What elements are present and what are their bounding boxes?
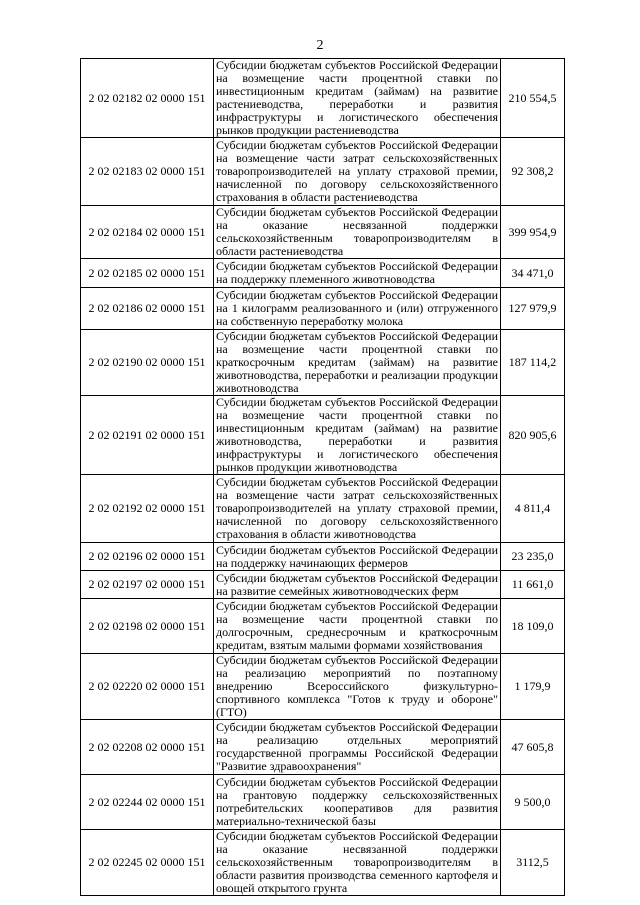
budget-code: 2 02 02198 02 0000 151	[81, 599, 214, 654]
table-row	[81, 775, 565, 830]
amount: 11 661,0	[501, 571, 565, 599]
table-row	[81, 138, 565, 206]
description: Субсидии бюджетам субъектов Российской Федерации на поддержку начинающих фермеров	[214, 543, 501, 571]
description: Субсидии бюджетам субъектов Российской Федерации на 1 килограмм реализованного и (или) отгруженного на собственную переработку молока	[214, 288, 501, 330]
description: Субсидии бюджетам субъектов Российской Федерации на реализацию мероприятий по поэтапному внедрению Всероссийского физкультурно-спортивного комплекса "Готов к труду и обороне" (ГТО)	[214, 654, 501, 720]
description: Субсидии бюджетам субъектов Российской Федерации на поддержку племенного животноводства	[214, 259, 501, 288]
budget-code: 2 02 02196 02 0000 151	[81, 543, 214, 571]
description: Субсидии бюджетам субъектов Российской Федерации на возмещение части процентной ставки по краткосрочным кредитам (займам) на развитие животноводства, переработки и реализации продукции животноводства	[214, 330, 501, 396]
amount: 1 179,9	[501, 654, 565, 720]
description: Субсидии бюджетам субъектов Российской Федерации на возмещение части затрат сельскохозяйственных товаропроизводителей на уплату страховой премии, начисленной по договору сельскохозяйственного страхования в области растениеводства	[214, 138, 501, 206]
amount: 18 109,0	[501, 599, 565, 654]
description: Субсидии бюджетам субъектов Российской Федерации на развитие семейных животноводческих ферм	[214, 571, 501, 599]
budget-code: 2 02 02244 02 0000 151	[81, 775, 214, 830]
budget-code: 2 02 02186 02 0000 151	[81, 288, 214, 330]
table-row	[81, 720, 565, 775]
description: Субсидии бюджетам субъектов Российской Федерации на грантовую поддержку сельскохозяйственных потребительских кооперативов для развития материально-технической базы	[214, 775, 501, 830]
amount: 4 811,4	[501, 475, 565, 543]
budget-code: 2 02 02245 02 0000 151	[81, 830, 214, 896]
table-row	[81, 571, 565, 599]
table-row	[81, 330, 565, 396]
table-row	[81, 475, 565, 543]
table-row	[81, 599, 565, 654]
amount: 210 554,5	[501, 59, 565, 138]
table-row	[81, 543, 565, 571]
table-row	[81, 206, 565, 259]
amount: 820 905,6	[501, 396, 565, 475]
amount: 3112,5	[501, 830, 565, 896]
budget-code: 2 02 02183 02 0000 151	[81, 138, 214, 206]
page-number: 2	[316, 38, 324, 53]
amount: 399 954,9	[501, 206, 565, 259]
description: Субсидии бюджетам субъектов Российской Федерации на возмещение части процентной ставки по инвестиционным кредитам (займам) на развитие растениеводства, переработки и развития инфраструктуры и логистического обеспечения рынков продукции растениеводства	[214, 59, 501, 138]
amount: 127 979,9	[501, 288, 565, 330]
description: Субсидии бюджетам субъектов Российской Федерации на оказание несвязанной поддержки сельскохозяйственным товаропроизводителям в области развития производства семенного картофеля и овощей открытого грунта	[214, 830, 501, 896]
budget-code: 2 02 02184 02 0000 151	[81, 206, 214, 259]
description: Субсидии бюджетам субъектов Российской Федерации на возмещение части процентной ставки по долгосрочным, среднесрочным и краткосрочным кредитам, взятым малыми формами хозяйствования	[214, 599, 501, 654]
amount: 187 114,2	[501, 330, 565, 396]
budget-code: 2 02 02208 02 0000 151	[81, 720, 214, 775]
amount: 34 471,0	[501, 259, 565, 288]
budget-code: 2 02 02190 02 0000 151	[81, 330, 214, 396]
description: Субсидии бюджетам субъектов Российской Федерации на возмещение части затрат сельскохозяйственных товаропроизводителей на уплату страховой премии, начисленной по договору сельскохозяйственного страхования в области животноводства	[214, 475, 501, 543]
description: Субсидии бюджетам субъектов Российской Федерации на возмещение части процентной ставки по инвестиционным кредитам (займам) на развитие животноводства, переработки и развития инфраструктуры и логистического обеспечения рынков продукции животноводства	[214, 396, 501, 475]
amount: 23 235,0	[501, 543, 565, 571]
table-row	[81, 830, 565, 896]
budget-code: 2 02 02182 02 0000 151	[81, 59, 214, 138]
budget-code: 2 02 02197 02 0000 151	[81, 571, 214, 599]
budget-table	[80, 58, 565, 896]
amount: 92 308,2	[501, 138, 565, 206]
budget-code: 2 02 02185 02 0000 151	[81, 259, 214, 288]
budget-code: 2 02 02191 02 0000 151	[81, 396, 214, 475]
amount: 47 605,8	[501, 720, 565, 775]
table-row	[81, 59, 565, 138]
table-row	[81, 396, 565, 475]
amount: 9 500,0	[501, 775, 565, 830]
table-row	[81, 288, 565, 330]
table-row	[81, 654, 565, 720]
table-row	[81, 259, 565, 288]
description: Субсидии бюджетам субъектов Российской Федерации на реализацию отдельных мероприятий государственной программы Российской Федерации "Развитие здравоохранения"	[214, 720, 501, 775]
description: Субсидии бюджетам субъектов Российской Федерации на оказание несвязанной поддержки сельскохозяйственным товаропроизводителям в области растениеводства	[214, 206, 501, 259]
budget-code: 2 02 02220 02 0000 151	[81, 654, 214, 720]
budget-code: 2 02 02192 02 0000 151	[81, 475, 214, 543]
